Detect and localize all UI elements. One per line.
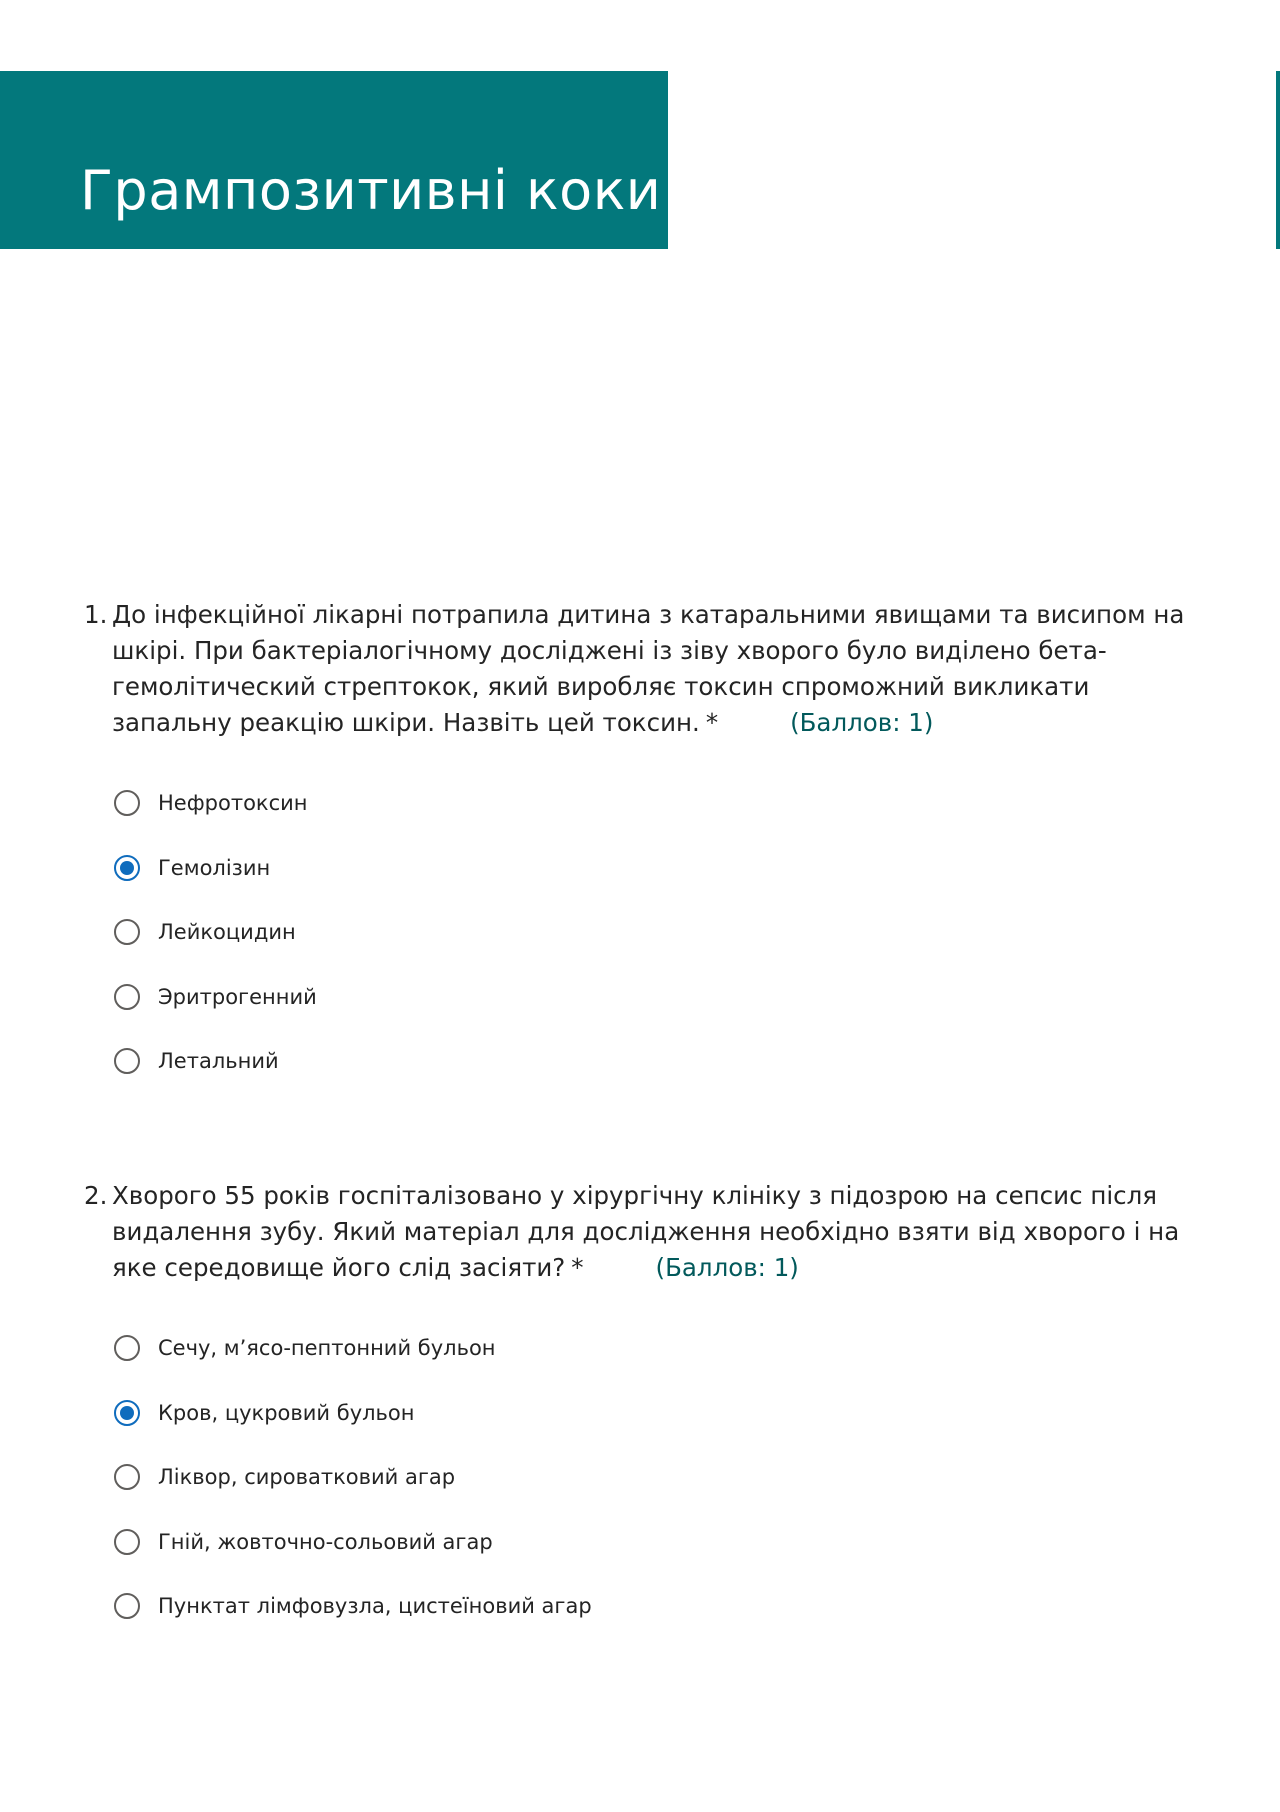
option-label: Гемолізин [158,855,271,880]
option-hemolizyn[interactable] [114,836,1204,901]
option-erytrohennyi[interactable] [114,965,1204,1030]
required-mark: * [705,708,719,737]
question-2 [84,1178,1204,1639]
option-label: Эритрогенний [158,984,317,1009]
radio-button-selected[interactable] [114,1400,140,1426]
radio-button[interactable] [114,1048,140,1074]
question-text: Хворого 55 років госпіталізовано у хірургічну клініку з підозрою на сепсис після видалення зубу. Який матеріал для дослідження необхідно взяти від хворого і на яке середовище його слід засіяти? [112,1181,1180,1282]
points-label: (Баллов: 1) [790,708,934,737]
page-title: Грампозитивні коки [80,159,662,222]
question-text-block [112,597,1204,741]
option-label: Летальний [158,1049,279,1074]
question-number: 2. [84,1181,108,1210]
right-edge-accent [1276,71,1280,249]
radio-button-selected[interactable] [114,855,140,881]
option-label: Сечу, м’ясо-пептонний бульон [158,1336,496,1361]
option-likvor-ahar[interactable] [114,1445,1204,1510]
question-header [84,597,1204,741]
question-header [84,1178,1204,1286]
option-label: Гній, жовточно-сольовий агар [158,1529,493,1554]
radio-button[interactable] [114,1335,140,1361]
option-krov-bulyon[interactable] [114,1381,1204,1446]
option-leikotsydyn[interactable] [114,900,1204,965]
radio-button[interactable] [114,919,140,945]
question-1 [84,597,1204,1094]
option-hnii-ahar[interactable] [114,1510,1204,1575]
option-label: Пунктат лімфовузла, цистеїновий агар [158,1594,592,1619]
radio-button[interactable] [114,1464,140,1490]
points-label: (Баллов: 1) [655,1253,799,1282]
options-group [84,1316,1204,1639]
radio-button[interactable] [114,1529,140,1555]
options-group [84,771,1204,1094]
question-text: До інфекційної лікарні потрапила дитина з катаральними явищами та висипом на шкірі. При бактеріалогічному досліджені із зіву хворого було виділено бета-гемолітический стрептокок, який виробляє токсин спроможний викликати запальну реакцію шкіри. Назвіть цей токсин. [112,600,1185,737]
option-punktat-ahar[interactable] [114,1574,1204,1639]
option-label: Лейкоцидин [158,920,296,945]
option-nefrotoksyn[interactable] [114,771,1204,836]
option-label: Кров, цукровий бульон [158,1400,415,1425]
option-letalnyi[interactable] [114,1029,1204,1094]
option-sechu-bulyon[interactable] [114,1316,1204,1381]
radio-button[interactable] [114,790,140,816]
required-mark: * [571,1253,584,1282]
question-number: 1. [84,600,108,629]
radio-button[interactable] [114,1593,140,1619]
option-label: Нефротоксин [158,791,308,816]
question-text-block [112,1178,1204,1286]
radio-button[interactable] [114,984,140,1010]
option-label: Ліквор, сироватковий агар [158,1465,456,1490]
